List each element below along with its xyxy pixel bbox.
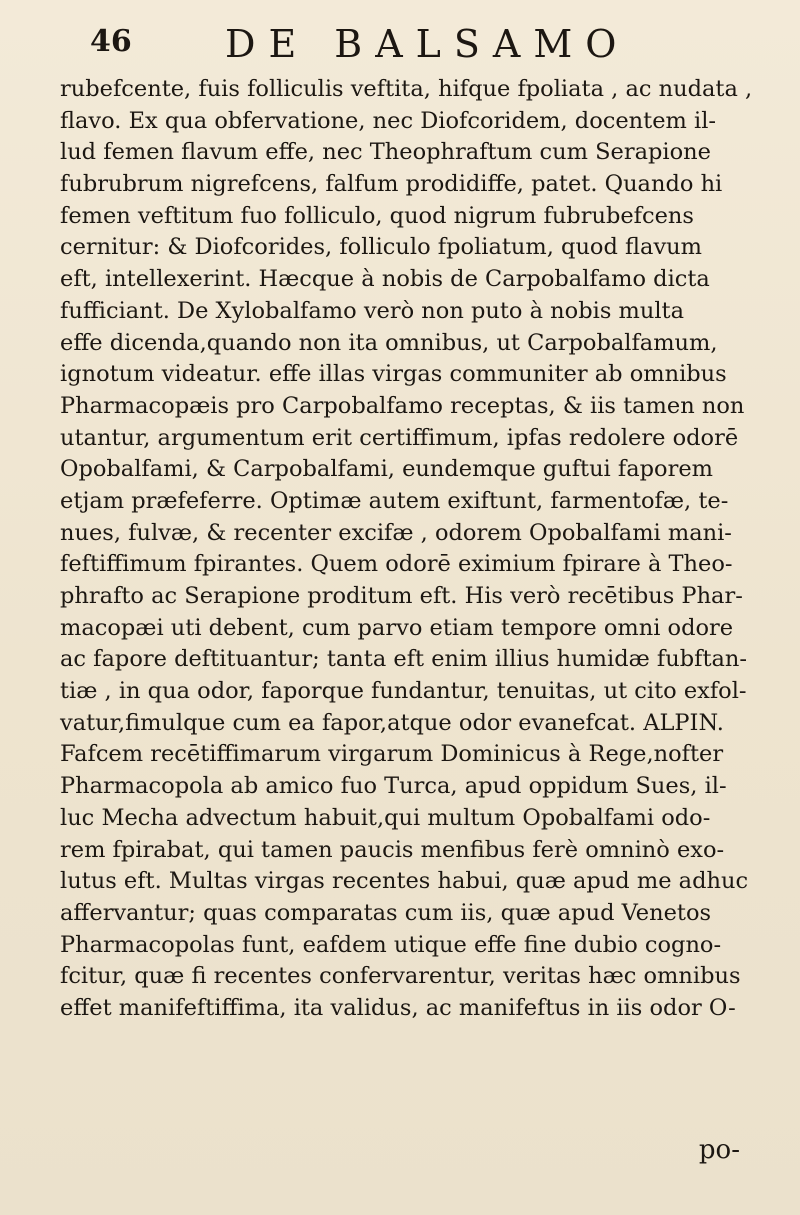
text-line: vatur,fimulque cum ea fapor,atque odor evanefcat. ALPIN. bbox=[60, 709, 724, 736]
catchword: po- bbox=[698, 1135, 740, 1165]
text-line: luc Mecha advectum habuit,qui multum Opobalfami odo- bbox=[60, 804, 711, 831]
text-line: effet manifeftiffima, ita validus, ac manifeftus in iis odor O- bbox=[60, 994, 736, 1021]
text-line: Pharmacopæis pro Carpobalfamo receptas, & iis tamen non bbox=[60, 392, 745, 419]
body-text bbox=[60, 74, 772, 1025]
text-line: lutus eft. Multas virgas recentes habui, quæ apud me adhuc bbox=[60, 868, 749, 895]
text-line: Opobalfami, & Carpobalfami, eundemque guftui faporem bbox=[60, 456, 714, 483]
text-line: eft, intellexerint. Hæcque à nobis de Carpobalfamo dicta bbox=[60, 266, 710, 293]
text-line: fufficiant. De Xylobalfamo verò non puto à nobis multa bbox=[60, 297, 684, 324]
page-number: 46 bbox=[90, 24, 132, 59]
running-title: DE BALSAMO bbox=[225, 22, 630, 66]
text-line: nues, fulvæ, & recenter excifæ , odorem Opobalfami mani- bbox=[60, 519, 732, 546]
text-line: cernitur: & Diofcorides, folliculo fpoliatum, quod flavum bbox=[60, 234, 702, 261]
text-line: macopæi uti debent, cum parvo etiam tempore omni odore bbox=[60, 614, 734, 641]
text-line: Pharmacopolas funt, eafdem utique effe fine dubio cogno- bbox=[60, 931, 722, 958]
text-line: Pharmacopola ab amico fuo Turca, apud oppidum Sues, il- bbox=[60, 773, 727, 800]
text-line: tiæ , in qua odor, faporque fundantur, tenuitas, ut cito exfol- bbox=[60, 678, 747, 705]
text-line: affervantur; quas comparatas cum iis, quæ apud Venetos bbox=[60, 899, 712, 926]
text-line: utantur, argumentum erit certiffimum, ipfas redolere odorē bbox=[60, 424, 739, 451]
running-head bbox=[60, 18, 760, 68]
text-line: rubefcente, fuis folliculis veftita, hifque fpoliata , ac nudata , bbox=[60, 76, 753, 102]
text-line: fcitur, quæ fi recentes confervarentur, veritas hæc omnibus bbox=[60, 963, 741, 990]
text-line: lud femen flavum effe, nec Theophraftum cum Serapione bbox=[60, 139, 711, 166]
text-line: feftiffimum fpirantes. Quem odorē eximium fpirare à Theo- bbox=[60, 551, 733, 578]
text-line: ignotum videatur. effe illas virgas communiter ab omnibus bbox=[60, 361, 727, 388]
text-line: fubrubrum nigrefcens, falfum prodidiffe, patet. Quando hi bbox=[60, 171, 723, 198]
text-line: rem fpirabat, qui tamen paucis menfibus ferè omninò exo- bbox=[60, 836, 725, 863]
text-line: ac fapore deftituantur; tanta eft enim illius humidæ fubftan- bbox=[60, 646, 747, 673]
text-line: phrafto ac Serapione proditum eft. His verò recētibus Phar- bbox=[60, 583, 743, 609]
text-line: etjam præfeferre. Optimæ autem exiftunt, farmentofæ, te- bbox=[60, 487, 729, 514]
text-line: effe dicenda,quando non ita omnibus, ut Carpobalfamum, bbox=[60, 329, 718, 356]
text-line: flavo. Ex qua obfervatione, nec Diofcoridem, docentem il- bbox=[60, 107, 717, 134]
text-line: Fafcem recētiffimarum virgarum Dominicus à Rege,nofter bbox=[60, 741, 724, 768]
text-line: femen veftitum fuo folliculo, quod nigrum fubrubefcens bbox=[60, 202, 694, 229]
